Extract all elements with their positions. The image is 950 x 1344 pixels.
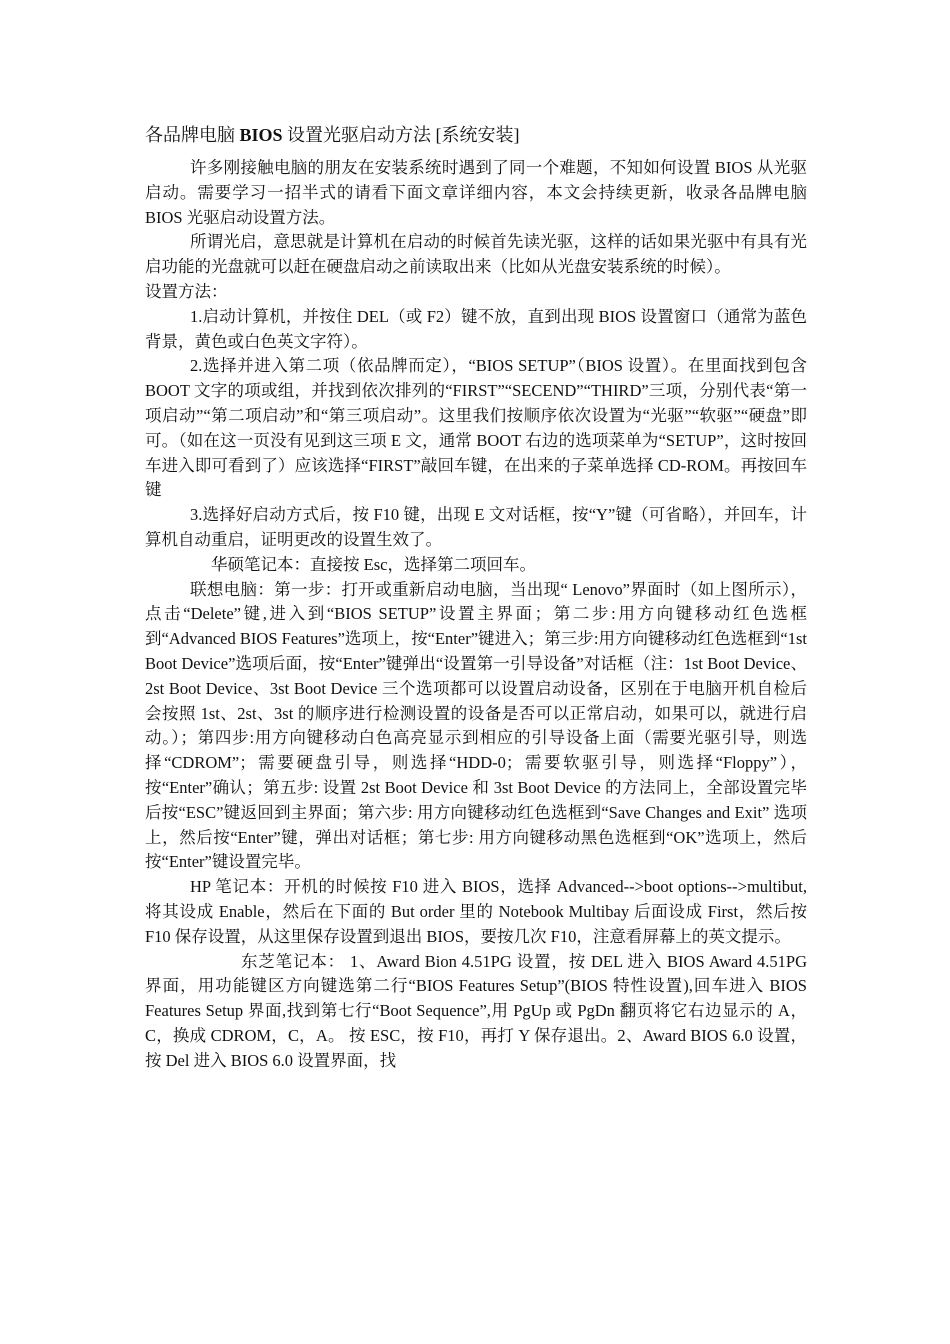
paragraph-step-3: 3.选择好启动方式后，按 F10 键，出现 E 文对话框，按“Y”键（可省略），并回车，计算机自动重启，证明更改的设置生效了。 — [145, 505, 807, 549]
paragraph-setup-heading: 设置方法： — [145, 281, 228, 301]
paragraph-hp: HP 笔记本：开机的时候按 F10 进入 BIOS，选择 Advanced-->boot options-->multibut,将其设成 Enable，然后在下面的 But order 里的 Notebook Multibay 后面设成 First，然后按 F10 保存设置，从这里保存设置到退出 BIOS，要按几次 F10，注意看屏幕上的英文提示。 — [145, 877, 807, 946]
title-suffix: 设置光驱启动方法 [系统安装] — [282, 125, 520, 145]
document-title — [145, 120, 807, 150]
paragraph-step-1: 1.启动计算机，并按住 DEL（或 F2）键不放，直到出现 BIOS 设置窗口（通常为蓝色背景，黄色或白色英文字符）。 — [145, 306, 807, 351]
paragraph-step-2: 2.选择并进入第二项（依品牌而定），“BIOS SETUP”（BIOS 设置）。在里面找到包含 BOOT 文字的项或组，并找到依次排列的“FIRST”“SECEND”“THIRD”三项，分别代表“第一项启动”“第二项启动”和“第三项启动”。这里我们按顺序依次设置为“光驱”“软驱”“硬盘”即可。（如在这一页没有见到这三项 E 文，通常 BOOT 右边的选项菜单为“SETUP”，这时按回车进入即可看到了）应该选择“FIRST”敲回车键，在出来的子菜单选择 CD-ROM。再按回车键 — [145, 356, 807, 500]
title-prefix: 各品牌电脑 — [145, 125, 240, 145]
paragraph-definition: 所谓光启，意思就是计算机在启动的时候首先读光驱，这样的话如果光驱中有具有光启功能的光盘就可以赶在硬盘启动之前读取出来（比如从光盘安装系统的时候）。 — [145, 232, 807, 277]
paragraph-intro: 许多刚接触电脑的朋友在安装系统时遇到了同一个难题，不知如何设置 BIOS 从光驱启动。需要学习一招半式的请看下面文章详细内容，本文会持续更新，收录各品牌电脑 BIOS 光驱启动设置方法。 — [145, 158, 807, 227]
title-bios: BIOS — [239, 125, 283, 145]
paragraph-lenovo: 联想电脑：第一步：打开或重新启动电脑，当出现“ Lenovo”界面时（如上图所示），点击“Delete”键,进入到“BIOS SETUP”设置主界面；第二步:用方向键移动红色选框到“Advanced BIOS Features”选项上，按“Enter”键进入；第三步:用方向键移动红色选框到“1st Boot Device”选项后面，按“Enter”键弹出“设置第一引导设备”对话框（注：1st Boot Device、2st Boot Device、3st Boot Device 三个选项都可以设置启动设备，区别在于电脑开机自检后会按照 1st、2st、3st 的顺序进行检测设置的设备是否可以正常启动，如果可以，就进行启动。）；第四步:用方向键移动白色高亮显示到相应的引导设备上面（需要光驱引导，则选择“CDROM”；需要硬盘引导，则选择“HDD-0；需要软驱引导，则选择“Floppy”），按“Enter”确认；第五步: 设置 2st Boot Device 和 3st Boot Device 的方法同上，全部设置完毕后按“ESC”键返回到主界面；第六步: 用方向键移动红色选框到“Save Changes and Exit” 选项上，然后按“Enter”键，弹出对话框；第七步: 用方向键移动黑色选框到“OK”选项上，然后按“Enter”键设置完毕。 — [145, 579, 807, 872]
paragraph-asus: 华硕笔记本：直接按 Esc，选择第二项回车。 — [211, 554, 536, 574]
paragraph-toshiba: 东芝笔记本： 1、Award Bion 4.51PG 设置，按 DEL 进入 BIOS Award 4.51PG 界面，用功能键区方向键选第二行“BIOS Features Setup”(BIOS 特性设置),回车进入 BIOS Features Setup 界面,找到第七行“Boot Sequence”,用 PgUp 或 PgDn 翻页将它右边显示的 A，C，换成 CDROM，C，A。 按 ESC，按 F10，再打 Y 保存退出。2、Award BIOS 6.0 设置，按 Del 进入 BIOS 6.0 设置界面，找 — [145, 951, 807, 1070]
document-page — [145, 120, 807, 1073]
